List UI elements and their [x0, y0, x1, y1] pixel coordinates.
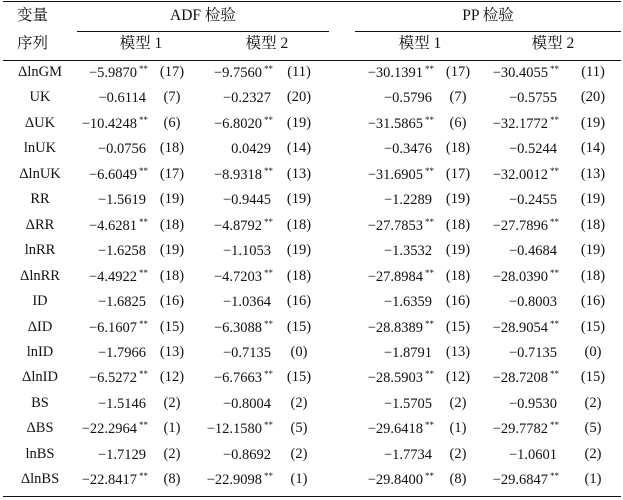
variable-cell: ΔUK: [24, 115, 56, 131]
significance-marker: **: [550, 471, 559, 481]
pp1-lag-cell: (19): [445, 191, 471, 207]
significance-marker: **: [139, 217, 148, 227]
significance-marker: **: [264, 64, 273, 74]
significance-marker: **: [550, 166, 559, 176]
pp2-statistic-cell: [459, 116, 559, 132]
pp1-statistic-cell: [334, 65, 434, 81]
pp2-statistic-cell: [459, 269, 559, 285]
pp1-lag-cell: (8): [449, 471, 467, 487]
variable-cell: ΔlnRR: [20, 268, 60, 284]
variable-cell: ΔlnID: [22, 369, 58, 385]
statistic-value: −32.1772: [492, 116, 548, 132]
variable-cell: ΔlnBS: [20, 471, 60, 487]
pp2-statistic-cell: [459, 447, 559, 463]
pp2-lag-cell: (18): [580, 268, 606, 284]
pp1-lag-cell: (2): [449, 395, 467, 411]
pp1-lag-cell: (16): [445, 293, 471, 309]
pp1-lag-cell: (12): [445, 369, 471, 385]
pp1-lag-cell: (1): [449, 420, 467, 436]
statistic-value: −0.7135: [222, 345, 271, 361]
adf2-statistic-cell: [173, 294, 273, 310]
adf1-lag-cell: (18): [159, 217, 185, 233]
significance-marker: **: [550, 420, 559, 430]
pp1-statistic-cell: [334, 116, 434, 132]
statistic-value: −9.7560: [213, 65, 262, 81]
pp1-statistic-cell: [334, 447, 434, 463]
statistic-value: −31.5865: [367, 116, 423, 132]
pp1-statistic-cell: [334, 345, 434, 361]
statistic-value: −28.7208: [492, 370, 548, 386]
statistic-value: −0.8692: [222, 447, 271, 463]
statistic-value: −0.2455: [508, 192, 557, 208]
significance-marker: **: [425, 166, 434, 176]
pp1-statistic-cell: [334, 370, 434, 386]
pp2-statistic-cell: [459, 192, 559, 208]
variable-cell: RR: [30, 191, 50, 207]
header-rule: [3, 60, 621, 61]
significance-marker: **: [550, 268, 559, 278]
pp1-statistic-cell: [334, 218, 434, 234]
statistic-value: −22.8417: [81, 472, 137, 488]
adf1-statistic-cell: [48, 141, 148, 157]
adf2-statistic-cell: [173, 320, 273, 336]
pp2-statistic-cell: [459, 141, 559, 157]
pp2-statistic-cell: [459, 472, 559, 488]
pp2-lag-cell: (13): [580, 166, 606, 182]
significance-marker: **: [139, 166, 148, 176]
adf-model1-header: 模型 1: [119, 35, 163, 52]
statistic-value: −28.9054: [492, 320, 548, 336]
pp1-statistic-cell: [334, 396, 434, 412]
adf2-statistic-cell: [173, 192, 273, 208]
significance-marker: **: [425, 268, 434, 278]
adf2-lag-cell: (15): [286, 319, 312, 335]
statistic-value: −5.9870: [88, 65, 137, 81]
statistic-value: −22.2964: [81, 421, 137, 437]
statistic-value: −31.6905: [367, 167, 423, 183]
adf2-statistic-cell: [173, 65, 273, 81]
pp2-statistic-cell: [459, 167, 559, 183]
pp2-lag-cell: (1): [584, 471, 602, 487]
statistic-value: −28.8389: [367, 320, 423, 336]
pp2-statistic-cell: [459, 396, 559, 412]
variable-cell: ΔlnUK: [19, 166, 61, 182]
adf1-lag-cell: (8): [163, 471, 181, 487]
var-header-line1: 变量: [17, 7, 49, 24]
pp1-statistic-cell: [334, 167, 434, 183]
adf1-statistic-cell: [48, 192, 148, 208]
adf-group-header: ADF 检验: [170, 7, 236, 24]
adf1-lag-cell: (2): [163, 395, 181, 411]
statistic-value: −0.8003: [508, 294, 557, 310]
significance-marker: **: [264, 115, 273, 125]
pp2-lag-cell: (20): [580, 89, 606, 105]
statistic-value: −1.0601: [508, 447, 557, 463]
var-header-line2: 序列: [17, 35, 49, 52]
significance-marker: **: [264, 319, 273, 329]
statistic-value: −1.1053: [222, 243, 271, 259]
pp1-lag-cell: (2): [449, 446, 467, 462]
significance-marker: **: [425, 319, 434, 329]
adf1-lag-cell: (15): [159, 319, 185, 335]
statistic-value: 0.0429: [231, 141, 271, 157]
significance-marker: **: [550, 64, 559, 74]
adf1-statistic-cell: [48, 243, 148, 259]
statistic-value: −29.6418: [367, 421, 423, 437]
statistic-value: −30.1391: [367, 65, 423, 81]
variable-cell: ID: [32, 293, 48, 309]
pp1-statistic-cell: [334, 269, 434, 285]
statistic-value: −1.5146: [97, 396, 146, 412]
adf2-statistic-cell: [173, 447, 273, 463]
adf1-statistic-cell: [48, 396, 148, 412]
adf1-statistic-cell: [48, 218, 148, 234]
adf1-statistic-cell: [48, 370, 148, 386]
adf1-lag-cell: (19): [159, 191, 185, 207]
statistic-value: −1.8791: [383, 345, 432, 361]
pp2-statistic-cell: [459, 294, 559, 310]
significance-marker: **: [264, 471, 273, 481]
significance-marker: **: [139, 420, 148, 430]
adf1-statistic-cell: [48, 345, 148, 361]
variable-cell: ΔID: [27, 319, 53, 335]
statistic-value: −29.6847: [492, 472, 548, 488]
pp1-statistic-cell: [334, 243, 434, 259]
pp2-statistic-cell: [459, 320, 559, 336]
adf1-lag-cell: (12): [159, 369, 185, 385]
statistic-value: −27.7853: [367, 218, 423, 234]
statistic-value: −1.6359: [383, 294, 432, 310]
variable-cell: UK: [29, 89, 51, 105]
top-rule: [3, 1, 621, 2]
significance-marker: **: [264, 166, 273, 176]
pp1-lag-cell: (18): [445, 217, 471, 233]
significance-marker: **: [139, 369, 148, 379]
statistic-value: −1.7129: [97, 447, 146, 463]
adf1-lag-cell: (6): [163, 115, 181, 131]
adf2-lag-cell: (1): [290, 471, 308, 487]
significance-marker: **: [139, 268, 148, 278]
pp2-lag-cell: (16): [580, 293, 606, 309]
adf1-lag-cell: (18): [159, 140, 185, 156]
adf2-statistic-cell: [173, 116, 273, 132]
statistic-value: −8.9318: [213, 167, 262, 183]
adf2-lag-cell: (20): [286, 89, 312, 105]
adf1-lag-cell: (2): [163, 446, 181, 462]
pp1-lag-cell: (13): [445, 344, 471, 360]
adf2-statistic-cell: [173, 167, 273, 183]
adf1-lag-cell: (17): [159, 64, 185, 80]
pp1-statistic-cell: [334, 421, 434, 437]
statistic-value: −1.3532: [383, 243, 432, 259]
pp1-statistic-cell: [334, 192, 434, 208]
statistic-value: −30.4055: [492, 65, 548, 81]
pp2-lag-cell: (5): [584, 420, 602, 436]
statistic-value: −6.8020: [213, 116, 262, 132]
statistic-value: −0.5796: [383, 90, 432, 106]
statistic-value: −1.2289: [383, 192, 432, 208]
adf2-statistic-cell: [173, 243, 273, 259]
pp1-lag-cell: (6): [449, 115, 467, 131]
significance-marker: **: [425, 115, 434, 125]
adf2-lag-cell: (0): [290, 344, 308, 360]
pp2-lag-cell: (19): [580, 242, 606, 258]
pp2-lag-cell: (2): [584, 395, 602, 411]
statistic-value: −6.7663: [213, 370, 262, 386]
variable-cell: ΔRR: [25, 217, 55, 233]
statistic-value: −4.7203: [213, 269, 262, 285]
statistic-value: −1.5619: [97, 192, 146, 208]
pp2-lag-cell: (0): [584, 344, 602, 360]
pp2-lag-cell: (14): [580, 140, 606, 156]
adf1-lag-cell: (18): [159, 268, 185, 284]
pp2-lag-cell: (15): [580, 369, 606, 385]
significance-marker: **: [425, 64, 434, 74]
significance-marker: **: [550, 115, 559, 125]
adf-group-rule: [77, 31, 329, 32]
adf1-statistic-cell: [48, 65, 148, 81]
adf2-lag-cell: (11): [287, 64, 311, 80]
significance-marker: **: [264, 369, 273, 379]
adf2-statistic-cell: [173, 141, 273, 157]
pp2-lag-cell: (2): [584, 446, 602, 462]
significance-marker: **: [139, 115, 148, 125]
statistic-value: −1.5705: [383, 396, 432, 412]
significance-marker: **: [550, 319, 559, 329]
adf1-lag-cell: (1): [163, 420, 181, 436]
statistic-value: −29.8400: [367, 472, 423, 488]
adf1-lag-cell: (7): [163, 89, 181, 105]
adf2-statistic-cell: [173, 90, 273, 106]
statistic-value: −6.6049: [88, 167, 137, 183]
pp1-statistic-cell: [334, 90, 434, 106]
statistic-value: −0.5244: [508, 141, 557, 157]
statistic-value: −0.5755: [508, 90, 557, 106]
adf1-statistic-cell: [48, 447, 148, 463]
statistic-value: −0.4684: [508, 243, 557, 259]
adf-model2-header: 模型 2: [245, 35, 289, 52]
adf1-statistic-cell: [48, 472, 148, 488]
pp2-lag-cell: (18): [580, 217, 606, 233]
adf2-statistic-cell: [173, 421, 273, 437]
pp2-lag-cell: (11): [581, 64, 605, 80]
statistic-value: −0.3476: [383, 141, 432, 157]
adf2-statistic-cell: [173, 345, 273, 361]
statistic-value: −1.6825: [97, 294, 146, 310]
statistic-value: −0.6114: [98, 90, 146, 106]
adf1-lag-cell: (19): [159, 242, 185, 258]
significance-marker: **: [425, 471, 434, 481]
significance-marker: **: [139, 471, 148, 481]
significance-marker: **: [264, 268, 273, 278]
adf2-lag-cell: (19): [286, 242, 312, 258]
adf2-lag-cell: (19): [286, 115, 312, 131]
significance-marker: **: [264, 217, 273, 227]
statistic-value: −12.1580: [206, 421, 262, 437]
adf2-lag-cell: (18): [286, 217, 312, 233]
pp2-statistic-cell: [459, 345, 559, 361]
adf1-statistic-cell: [48, 167, 148, 183]
statistic-value: −0.9445: [222, 192, 271, 208]
pp1-lag-cell: (18): [445, 140, 471, 156]
adf1-lag-cell: (17): [159, 166, 185, 182]
pp-group-header: PP 检验: [462, 7, 514, 24]
significance-marker: **: [425, 420, 434, 430]
adf2-statistic-cell: [173, 269, 273, 285]
statistic-value: −4.6281: [88, 218, 137, 234]
adf1-lag-cell: (16): [159, 293, 185, 309]
pp1-statistic-cell: [334, 320, 434, 336]
adf2-statistic-cell: [173, 472, 273, 488]
pp2-lag-cell: (15): [580, 319, 606, 335]
variable-cell: ΔlnGM: [18, 64, 62, 80]
adf2-lag-cell: (2): [290, 446, 308, 462]
adf1-statistic-cell: [48, 294, 148, 310]
statistic-value: −6.1607: [88, 320, 137, 336]
adf2-lag-cell: (18): [286, 268, 312, 284]
pp-group-rule: [355, 31, 621, 32]
adf2-lag-cell: (19): [286, 191, 312, 207]
statistic-value: −1.7734: [383, 447, 432, 463]
bottom-rule: [3, 496, 621, 497]
pp1-statistic-cell: [334, 472, 434, 488]
pp2-statistic-cell: [459, 370, 559, 386]
pp1-lag-cell: (7): [449, 89, 467, 105]
adf1-lag-cell: (13): [159, 344, 185, 360]
adf2-lag-cell: (2): [290, 395, 308, 411]
adf2-lag-cell: (13): [286, 166, 312, 182]
significance-marker: **: [139, 319, 148, 329]
statistic-value: −0.8004: [222, 396, 271, 412]
pp1-lag-cell: (19): [445, 242, 471, 258]
statistic-value: −29.7782: [492, 421, 548, 437]
variable-cell: lnBS: [25, 446, 55, 462]
adf1-statistic-cell: [48, 90, 148, 106]
adf1-statistic-cell: [48, 116, 148, 132]
pp1-statistic-cell: [334, 294, 434, 310]
statistic-value: −6.3088: [213, 320, 262, 336]
pp1-lag-cell: (15): [445, 319, 471, 335]
statistic-value: −4.4922: [88, 269, 137, 285]
pp1-statistic-cell: [334, 141, 434, 157]
significance-marker: **: [550, 217, 559, 227]
variable-cell: lnUK: [23, 140, 57, 156]
pp-model2-header: 模型 2: [531, 35, 575, 52]
significance-marker: **: [139, 64, 148, 74]
statistic-value: −0.9530: [508, 396, 557, 412]
statistic-value: −10.4248: [81, 116, 137, 132]
pp2-statistic-cell: [459, 65, 559, 81]
adf1-statistic-cell: [48, 320, 148, 336]
variable-cell: lnRR: [24, 242, 56, 258]
pp2-lag-cell: (19): [580, 115, 606, 131]
pp2-lag-cell: (19): [580, 191, 606, 207]
statistic-value: −4.8792: [213, 218, 262, 234]
statistic-value: −27.7896: [492, 218, 548, 234]
statistic-value: −28.5903: [367, 370, 423, 386]
pp2-statistic-cell: [459, 421, 559, 437]
pp-model1-header: 模型 1: [398, 35, 442, 52]
statistic-value: −0.7135: [508, 345, 557, 361]
adf2-statistic-cell: [173, 370, 273, 386]
statistic-value: −0.0756: [97, 141, 146, 157]
significance-marker: **: [264, 420, 273, 430]
variable-cell: BS: [31, 395, 49, 411]
statistic-value: −0.2327: [222, 90, 271, 106]
pp1-lag-cell: (17): [445, 64, 471, 80]
statistic-value: −32.0012: [492, 167, 548, 183]
adf2-lag-cell: (15): [286, 369, 312, 385]
significance-marker: **: [425, 217, 434, 227]
adf2-lag-cell: (14): [286, 140, 312, 156]
statistic-value: −22.9098: [206, 472, 262, 488]
pp2-statistic-cell: [459, 90, 559, 106]
significance-marker: **: [550, 369, 559, 379]
variable-cell: ΔBS: [26, 420, 54, 436]
statistic-value: −28.0390: [492, 269, 548, 285]
pp1-lag-cell: (17): [445, 166, 471, 182]
adf1-statistic-cell: [48, 269, 148, 285]
statistic-value: −1.6258: [97, 243, 146, 259]
unit-root-test-table: [3, 0, 621, 500]
statistic-value: −6.5272: [88, 370, 137, 386]
variable-cell: lnID: [26, 344, 54, 360]
adf2-lag-cell: (5): [290, 420, 308, 436]
pp1-lag-cell: (18): [445, 268, 471, 284]
adf2-statistic-cell: [173, 218, 273, 234]
adf2-lag-cell: (16): [286, 293, 312, 309]
statistic-value: −27.8984: [367, 269, 423, 285]
statistic-value: −1.0364: [222, 294, 271, 310]
statistic-value: −1.7966: [97, 345, 146, 361]
pp2-statistic-cell: [459, 243, 559, 259]
significance-marker: **: [425, 369, 434, 379]
adf1-statistic-cell: [48, 421, 148, 437]
adf2-statistic-cell: [173, 396, 273, 412]
pp2-statistic-cell: [459, 218, 559, 234]
